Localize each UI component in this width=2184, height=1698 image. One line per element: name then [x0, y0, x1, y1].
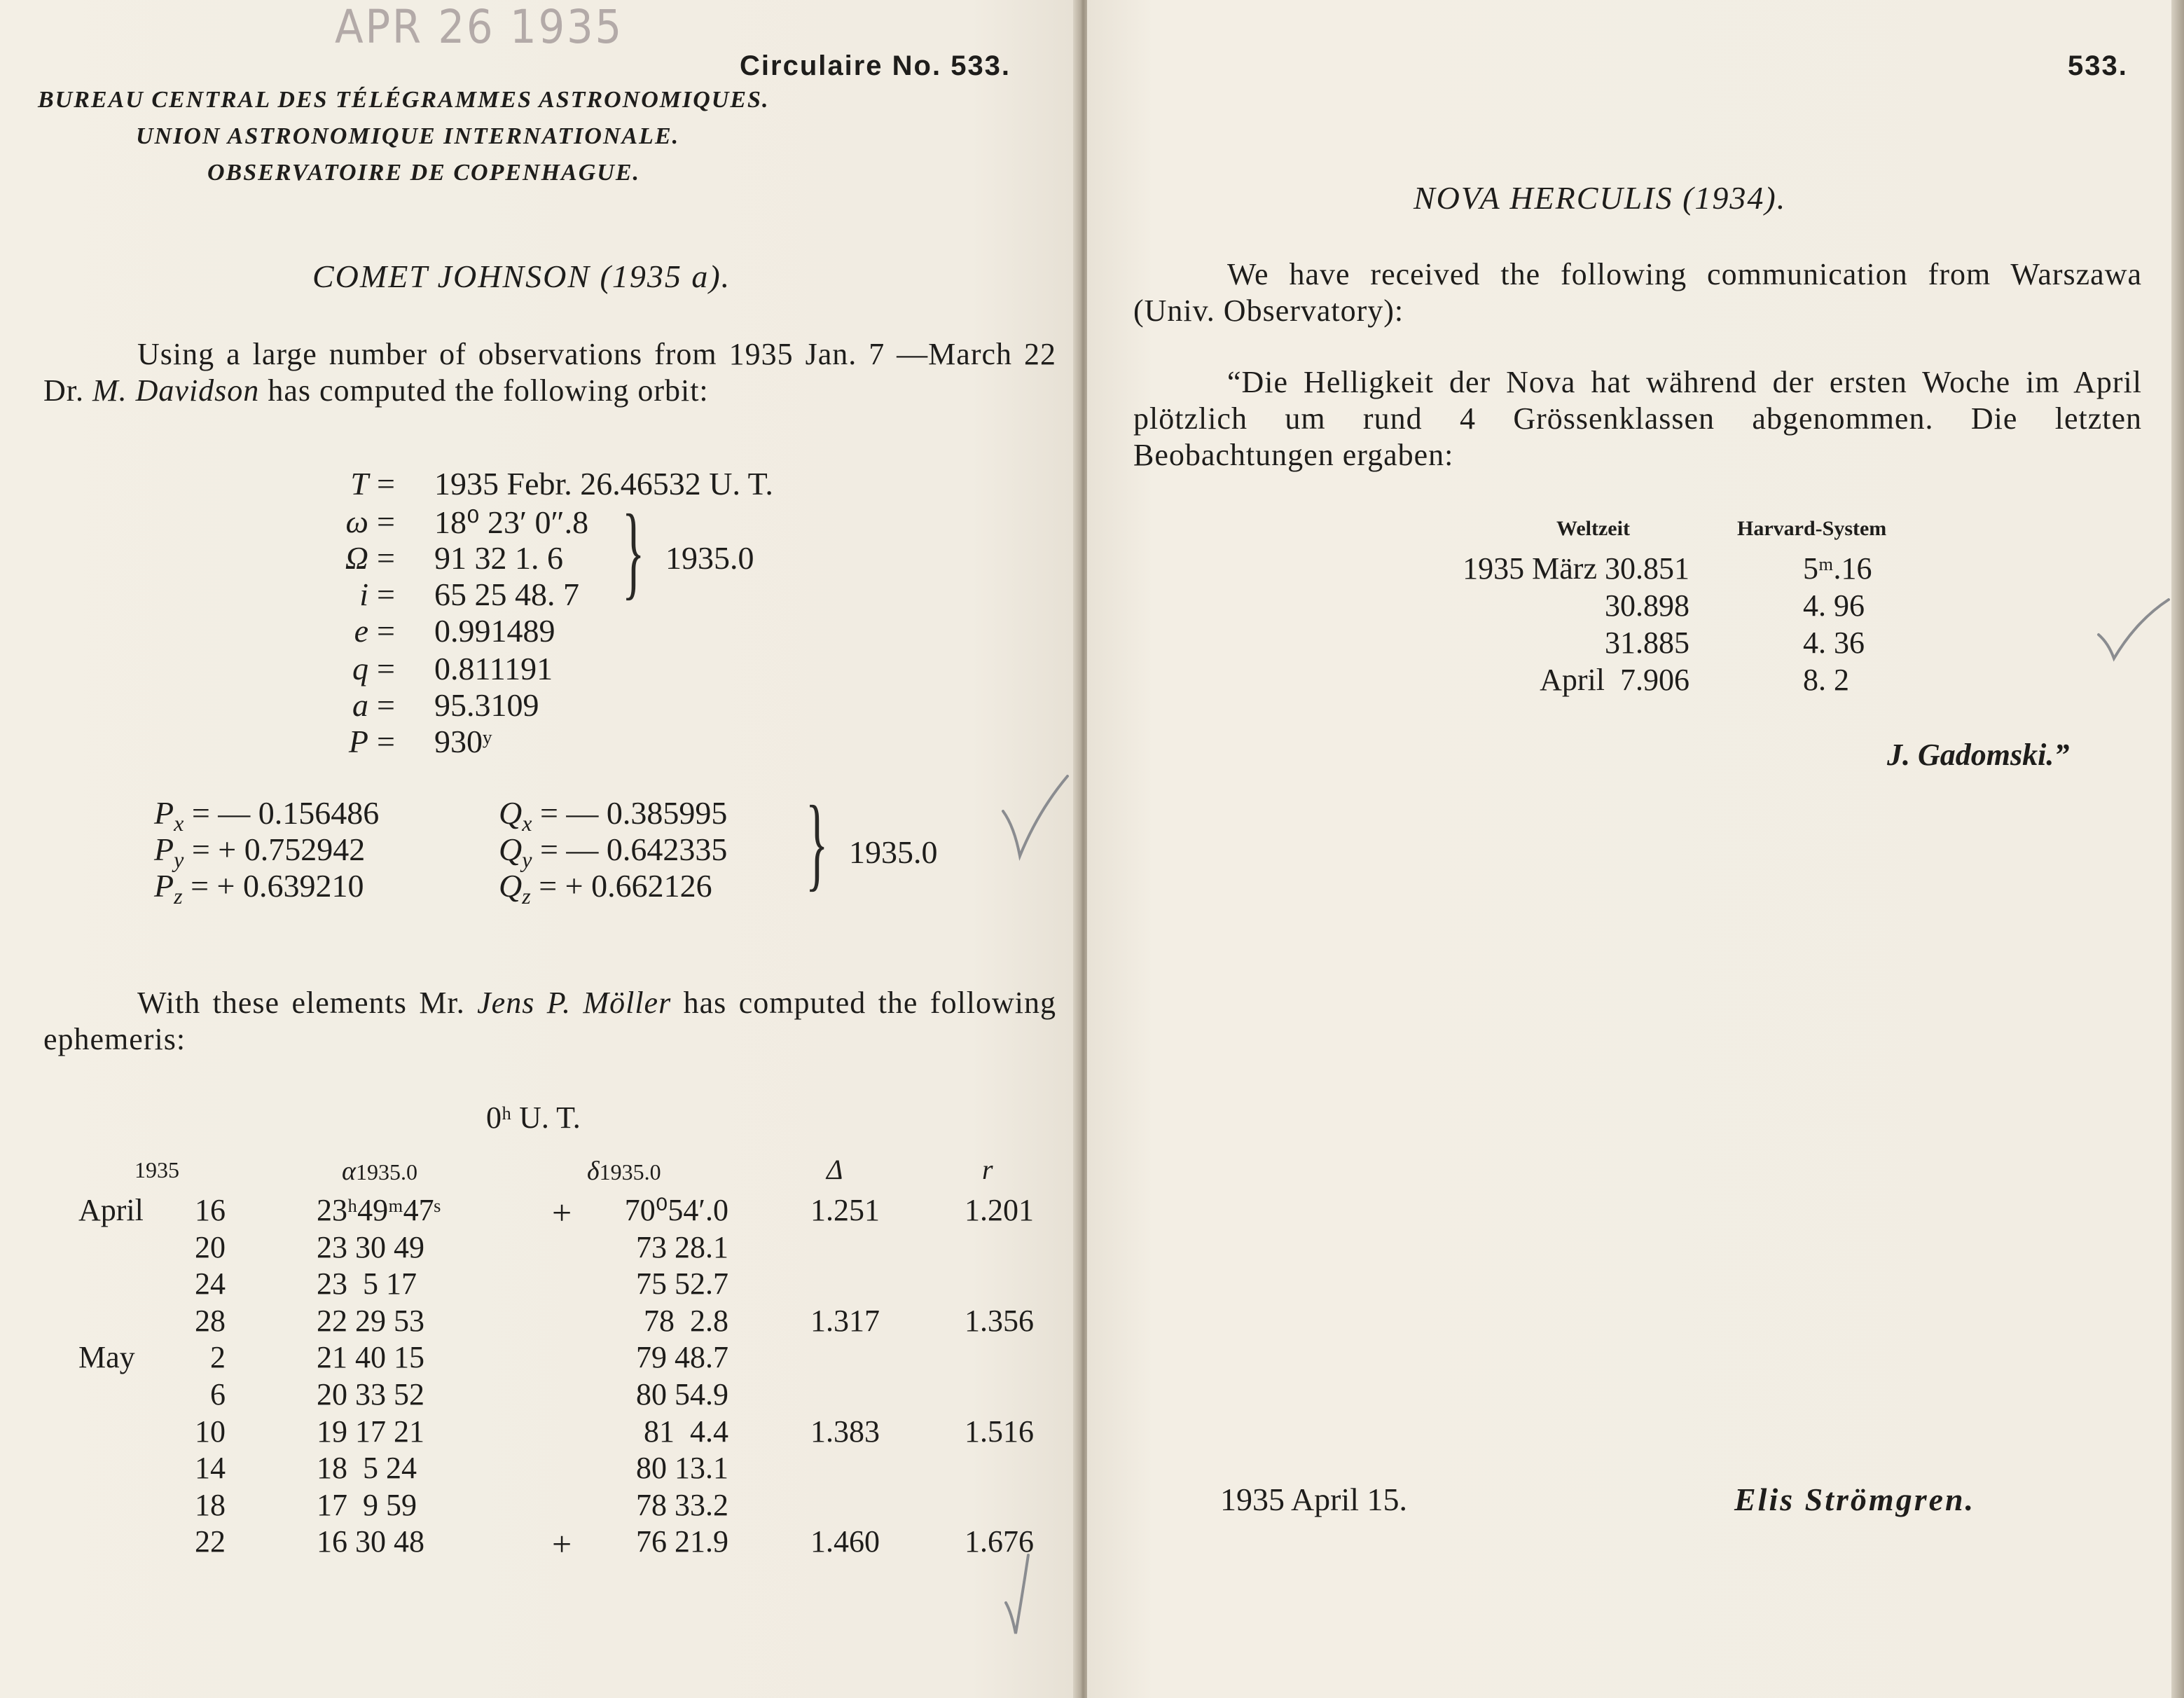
ephemeris-declination: 80 54.9	[636, 1377, 728, 1411]
col-header-right-ascension: α1935.0	[342, 1157, 417, 1186]
ephemeris-declination: 70⁰54′.0	[624, 1193, 728, 1227]
ephemeris-title: 0ʰ U. T.	[486, 1100, 581, 1135]
col-header-declination: δ1935.0	[587, 1157, 661, 1186]
q-vector-x: $Q_x$ = — 0.385995	[499, 795, 728, 836]
left-page	[0, 0, 1079, 1698]
p-vector-x: $P_x$ = — 0.156486	[154, 795, 380, 836]
element-value: 930ʸ	[434, 724, 492, 759]
comet-title: COMET JOHNSON (1935 a).	[312, 258, 731, 294]
observation-time: April 7.906	[1540, 663, 1689, 697]
orbit-equinox: 1935.0	[665, 540, 754, 576]
ephemeris-right-ascension: 23ʰ49ᵐ47ˢ	[317, 1193, 441, 1227]
ephemeris-right-ascension: 23 30 49	[317, 1229, 424, 1264]
ephemeris-intro-text-end: has computed the following ephemeris:	[43, 986, 1057, 1056]
ephemeris-declination: 81 4.4	[644, 1414, 728, 1449]
ephemeris-dec-sign: +	[552, 1524, 572, 1564]
circular-date: 1935 April 15.	[1220, 1482, 1408, 1517]
ephemeris-declination: 75 52.7	[636, 1266, 728, 1302]
observation-magnitude: 4. 96	[1803, 588, 1865, 623]
ephemeris-right-ascension: 19 17 21	[317, 1414, 424, 1449]
ephemeris-right-ascension: 17 9 59	[317, 1487, 417, 1522]
pencil-check-mark	[995, 771, 1072, 862]
header-line-3: OBSERVATOIRE DE COPENHAGUE.	[207, 160, 641, 186]
ephemeris-sun-distance: 1.201	[965, 1193, 1034, 1227]
curly-brace: }	[806, 785, 829, 901]
nova-title: NOVA HERCULIS (1934).	[1414, 180, 1787, 216]
nova-quote-paragraph: “Die Helligkeit der Nova hat während der ersten Woche im April plötzlich um rund 4 Grössenklassen abgenommen. Die letzten Beobachtungen ergaben:	[1133, 365, 2142, 472]
ephemeris-intro-paragraph	[43, 985, 1056, 1058]
equals-sign: =	[377, 651, 395, 686]
equals-sign: =	[377, 577, 395, 612]
ephemeris-day: 18	[195, 1487, 226, 1522]
ephemeris-earth-distance: 1.460	[810, 1524, 880, 1559]
ephemeris-declination: 73 28.1	[636, 1229, 728, 1264]
vectors-equinox: 1935.0	[849, 834, 938, 870]
element-symbol: ω	[345, 504, 368, 539]
ephemeris-right-ascension: 21 40 15	[317, 1340, 424, 1375]
pencil-check-mark	[2096, 597, 2173, 667]
ephemeris-day: 24	[195, 1266, 226, 1302]
equals-sign: =	[377, 613, 395, 649]
ephemeris-declination: 80 13.1	[636, 1451, 728, 1486]
col-header-sun-distance: r	[982, 1154, 993, 1185]
ephemeris-right-ascension: 20 33 52	[317, 1377, 424, 1411]
orbit-intro-paragraph	[43, 336, 1056, 409]
ephemeris-right-ascension: 16 30 48	[317, 1524, 424, 1559]
equals-sign: =	[377, 724, 395, 759]
director-signature: Elis Strömgren.	[1734, 1482, 1976, 1517]
page-edge	[2171, 0, 2184, 1698]
ephemeris-sun-distance: 1.676	[965, 1524, 1034, 1559]
ephemeris-day: 14	[195, 1451, 226, 1486]
col-header-year: 1935	[134, 1157, 179, 1182]
equals-sign: =	[377, 687, 395, 723]
ephemeris-sun-distance: 1.356	[965, 1303, 1034, 1338]
element-symbol: q	[352, 651, 368, 686]
element-symbol: Ω	[345, 540, 368, 576]
observation-time: 31.885	[1605, 626, 1689, 660]
header-line-2: UNION ASTRONOMIQUE INTERNATIONALE.	[136, 123, 680, 149]
page-number: 533.	[2068, 50, 2128, 81]
element-symbol: e	[354, 613, 368, 649]
ephemeris-day: 2	[210, 1340, 226, 1375]
ephemeris-right-ascension: 18 5 24	[317, 1451, 417, 1486]
orbit-intro-text: Using a large number of observations from 1935 Jan. 7 —March 22 Dr.	[43, 337, 1056, 408]
ephemeris-day: 20	[195, 1229, 226, 1264]
observation-magnitude: 8. 2	[1803, 663, 1849, 697]
observation-magnitude: 5ᵐ.16	[1803, 551, 1872, 586]
orbit-intro-text-end: has computed the following orbit:	[259, 373, 709, 408]
ephemeris-declination: 76 21.9	[636, 1524, 728, 1559]
element-value: 0.811191	[434, 651, 553, 686]
ephemeris-dec-sign: +	[552, 1193, 572, 1232]
element-value: 18⁰ 23′ 0″.8	[434, 504, 589, 540]
nova-intro-paragraph: We have received the following communication from Warszawa (Univ. Observatory):	[1133, 257, 2142, 328]
equals-sign: =	[377, 504, 395, 539]
ephemeris-earth-distance: 1.383	[810, 1414, 880, 1449]
element-value: 0.991489	[434, 613, 555, 649]
circular-number: Circulaire No. 533.	[740, 50, 1011, 81]
col-header-universal-time: Weltzeit	[1556, 517, 1630, 540]
ephemeris-declination: 78 2.8	[644, 1303, 728, 1338]
ephemeris-declination: 78 33.2	[636, 1487, 728, 1522]
curly-brace: }	[622, 493, 645, 609]
ephemeris-earth-distance: 1.317	[810, 1303, 880, 1338]
element-symbol: i	[359, 577, 368, 612]
element-value: 65 25 48. 7	[434, 577, 579, 612]
pencil-check-mark	[1002, 1551, 1044, 1642]
q-vector-z: $Q_z$ = + 0.662126	[499, 868, 712, 909]
col-header-earth-distance: Δ	[827, 1154, 843, 1185]
q-vector-y: $Q_y$ = — 0.642335	[499, 831, 728, 873]
element-value: 91 32 1. 6	[434, 540, 563, 576]
received-date-stamp: APR 26 1935	[335, 0, 623, 54]
ephemeris-day: 22	[195, 1524, 226, 1559]
p-vector-y: $P_y$ = + 0.752942	[154, 831, 366, 873]
observation-time: 1935 März 30.851	[1463, 551, 1689, 586]
p-vector-z: $P_z$ = + 0.639210	[154, 868, 364, 909]
ephemeris-earth-distance: 1.251	[810, 1193, 880, 1227]
element-symbol: a	[352, 687, 368, 723]
ephemeris-intro-text: With these elements Mr.	[137, 986, 478, 1020]
element-value: 1935 Febr. 26.46532 U. T.	[434, 466, 773, 502]
computer-name: M. Davidson	[92, 373, 260, 408]
right-page	[1087, 0, 2184, 1698]
ephemeris-month: May	[78, 1340, 135, 1375]
ephemeris-sun-distance: 1.516	[965, 1414, 1034, 1449]
equals-sign: =	[377, 540, 395, 576]
ephemeris-day: 28	[195, 1303, 226, 1338]
ephemeris-day: 10	[195, 1414, 226, 1449]
ephemeris-day: 6	[210, 1377, 226, 1411]
quote-signature: J. Gadomski.”	[1887, 738, 2070, 772]
element-symbol: P	[348, 724, 368, 759]
observation-time: 30.898	[1605, 588, 1689, 623]
ephemeris-month: April	[78, 1193, 144, 1227]
ephemeris-right-ascension: 22 29 53	[317, 1303, 424, 1338]
ephemeris-declination: 79 48.7	[636, 1340, 728, 1375]
equals-sign: =	[377, 466, 395, 502]
observation-magnitude: 4. 36	[1803, 626, 1865, 660]
ephemeris-computer-name: Jens P. Möller	[477, 986, 672, 1020]
ephemeris-day: 16	[195, 1193, 226, 1227]
ephemeris-right-ascension: 23 5 17	[317, 1266, 417, 1302]
header-line-1: BUREAU CENTRAL DES TÉLÉGRAMMES ASTRONOMIQUES.	[38, 87, 770, 113]
element-symbol: T	[350, 466, 368, 502]
col-header-magnitude-system: Harvard-System	[1737, 517, 1887, 540]
element-value: 95.3109	[434, 687, 539, 723]
